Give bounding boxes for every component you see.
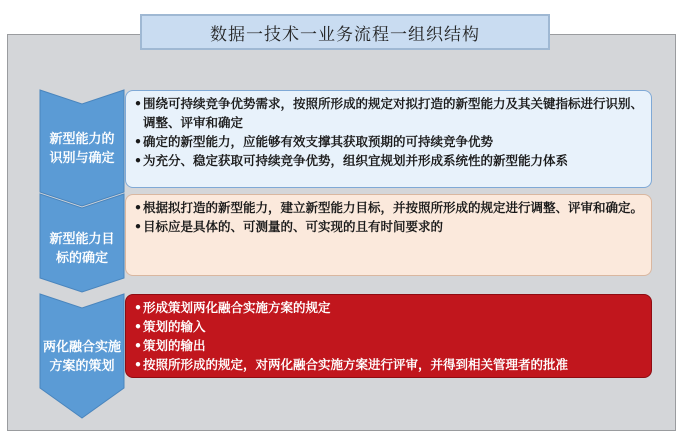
panel-3-item: • 形成策划两化融合实施方案的规定 <box>134 298 645 317</box>
stage-panel-1 <box>125 90 652 188</box>
stage-label-2: 新型能力目 标的确定 <box>49 232 115 266</box>
panel-1-item: • 为充分、稳定获取可持续竞争优势，组织宜规划并形成系统性的新型能力体系 <box>134 151 645 170</box>
stage-label-1: 新型能力的 识别与确定 <box>49 132 115 166</box>
panel-3-item: • 策划的输入 <box>134 317 645 336</box>
panel-2-item: • 目标应是具体的、可测量的、可实现的且有时间要求的 <box>134 217 645 236</box>
diagram-title: 数据一技术一业务流程一组织结构 <box>140 14 550 50</box>
panel-3-item: • 按照所形成的规定，对两化融合实施方案进行评审，并得到相关管理者的批准 <box>134 355 645 374</box>
stage-panel-2 <box>125 194 652 276</box>
panel-3-item: • 策划的输出 <box>134 336 645 355</box>
panel-1-item: • 围绕可持续竞争优势需求，按照所形成的规定对拟打造的新型能力及其关键指标进行识别、调整、评审和确定 <box>134 94 645 132</box>
panel-1-item: • 确定的新型能力，应能够有效支撑其获取预期的可持续竞争优势 <box>134 132 645 151</box>
panel-2-item: • 根据拟打造的新型能力，建立新型能力目标，并按照所形成的规定进行调整、评审和确定。 <box>134 198 645 217</box>
stage-label-3: 两化融合实施 方案的策划 <box>42 340 121 374</box>
stage-panel-3 <box>125 294 652 378</box>
